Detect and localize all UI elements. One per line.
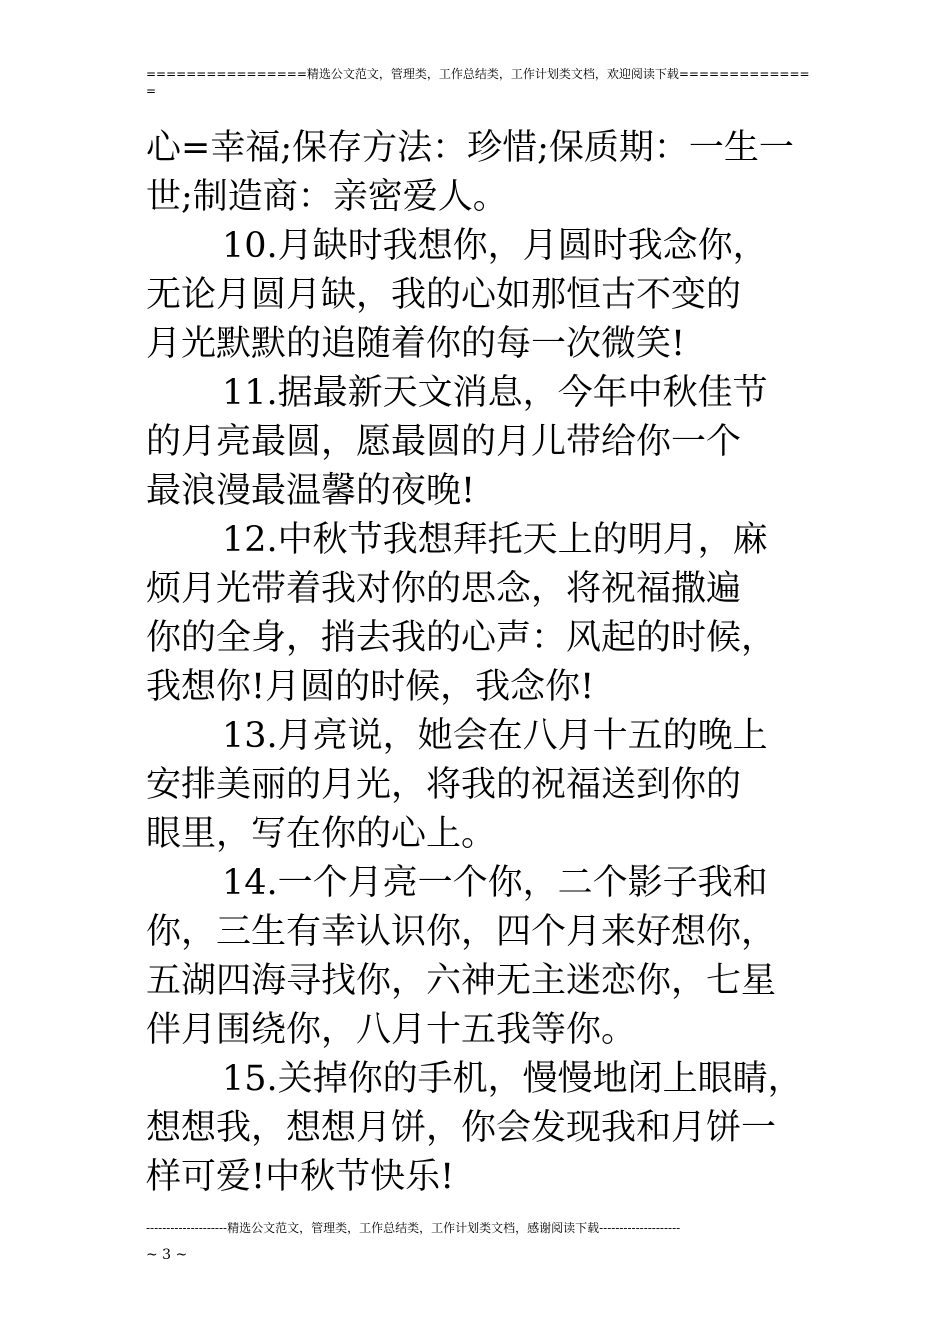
document-body: [146, 124, 810, 1202]
text-line: 12.中秋节我想拜托天上的明月，麻: [222, 520, 768, 560]
text-line: 世;制造商：亲密爱人。: [146, 177, 508, 217]
text-line: 11.据最新天文消息，今年中秋佳节: [222, 373, 768, 413]
text-line: 安排美丽的月光，将我的祝福送到你的: [146, 765, 742, 805]
text-line: 烦月光带着我对你的思念，将祝福撒遍: [146, 569, 742, 609]
text-line: 样可爱!中秋节快乐!: [146, 1157, 455, 1197]
page-number: ~ 3 ~: [146, 1247, 188, 1263]
text-line: 想想我，想想月饼，你会发现我和月饼一: [146, 1108, 777, 1148]
footer-text: --------------------精选公文范文，管理类，工作总结类，工作计划类文档，感谢阅读下载--------------------: [146, 1221, 681, 1235]
text-line: 月光默默的追随着你的每一次微笑!: [146, 324, 686, 364]
text-line: 我想你!月圆的时候，我念你!: [146, 667, 595, 707]
text-line: 心=幸福;保存方法：珍惜;保质期：一生一: [146, 128, 794, 168]
text-line: 你的全身，捎去我的心声：风起的时候，: [146, 618, 777, 658]
text-line: 13.月亮说，她会在八月十五的晚上: [222, 716, 768, 756]
page-footer: [146, 1220, 810, 1237]
text-line: 伴月围绕你，八月十五我等你。: [146, 1010, 637, 1050]
text-line: 眼里，写在你的心上。: [146, 814, 497, 854]
page-header: [146, 66, 810, 100]
header-text: ================精选公文范文，管理类，工作总结类，工作计划类文档，欢迎阅读下载==============: [146, 67, 810, 98]
text-line: 五湖四海寻找你，六神无主迷恋你，七星: [146, 961, 777, 1001]
text-line: 15.关掉你的手机，慢慢地闭上眼睛，: [222, 1059, 803, 1099]
text-line: 无论月圆月缺，我的心如那恒古不变的: [146, 275, 742, 315]
text-line: 14.一个月亮一个你，二个影子我和: [222, 863, 768, 903]
text-line: 最浪漫最温馨的夜晚!: [146, 471, 476, 511]
text-line: 的月亮最圆，愿最圆的月儿带给你一个: [146, 422, 742, 462]
text-line: 10.月缺时我想你，月圆时我念你，: [222, 226, 768, 266]
text-line: 你，三生有幸认识你，四个月来好想你，: [146, 912, 777, 952]
